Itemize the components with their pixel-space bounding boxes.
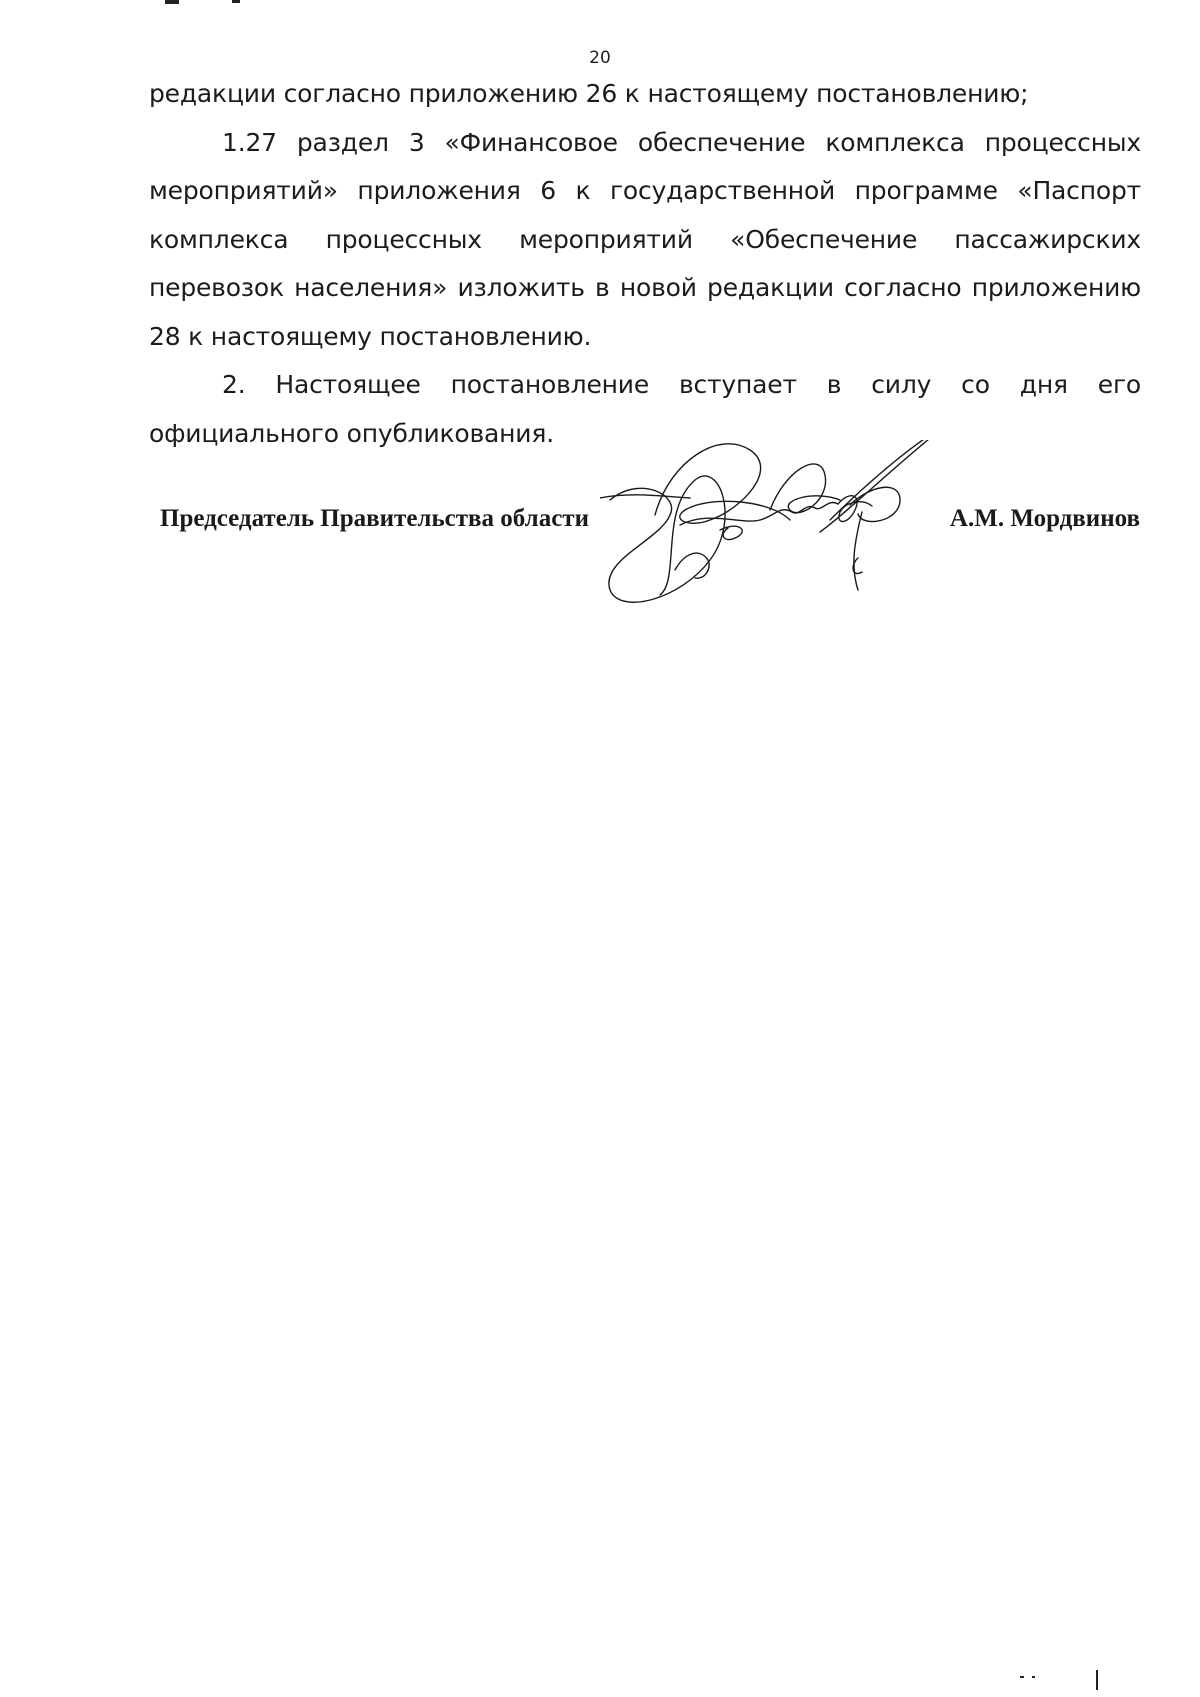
signatory-title: Председатель Правительства области [160,505,589,532]
document-body [149,70,1141,458]
scan-artifact [165,0,179,4]
scan-artifact [1096,1670,1098,1690]
handwritten-signature [600,440,980,640]
signatory-name: А.М. Мордвинов [949,505,1140,532]
scan-artifact [1020,1676,1024,1678]
paragraph: 1.27 раздел 3 «Финансовое обеспечение комплекса процессных мероприятий» приложения 6 к государственной программе «Паспорт комплекса процессных мероприятий «Обеспечение пассажирских перевозок населения» изложить в новой редакции согласно приложению 28 к настоящему постановлению. [149,127,1141,351]
scan-footer-artifacts [0,1670,1200,1697]
scan-artifact [232,0,240,3]
paragraph: редакции согласно приложению 26 к настоящему постановлению; [149,79,1029,108]
paragraph: 2. Настоящее постановление вступает в силу со дня его официального опубликования. [149,370,1141,448]
page-number: 20 [589,48,611,68]
scan-artifact [1032,1676,1035,1678]
